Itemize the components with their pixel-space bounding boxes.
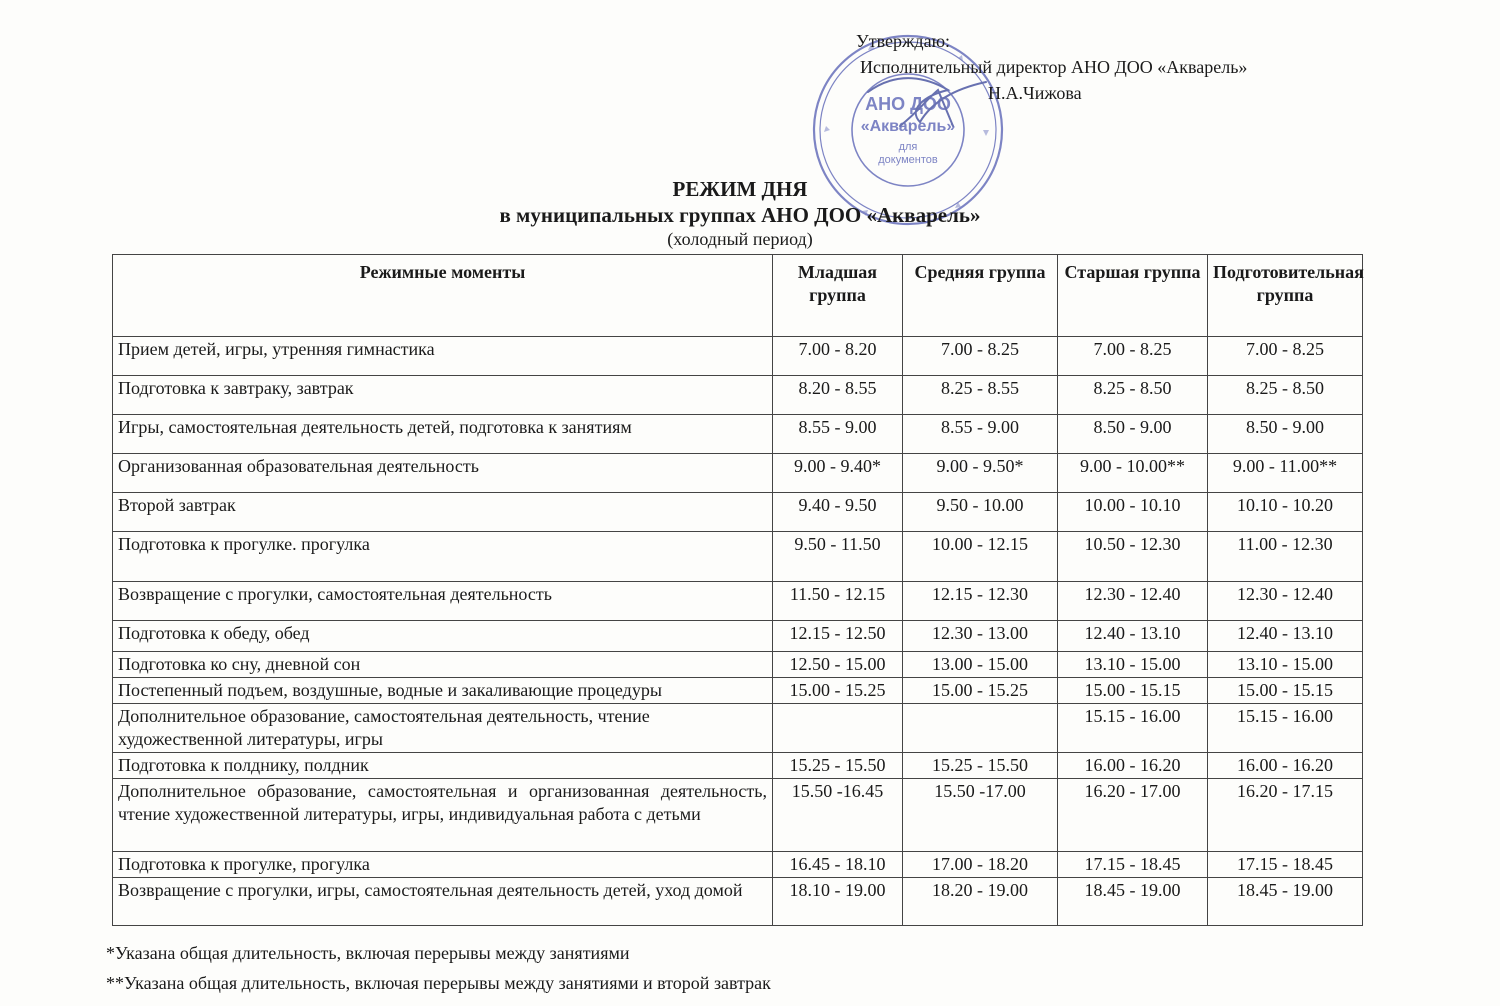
table-row <box>113 779 1363 852</box>
time-cell: 8.55 - 9.00 <box>773 415 903 454</box>
activity-cell: Прием детей, игры, утренняя гимнастика <box>113 337 773 376</box>
table-row <box>113 582 1363 621</box>
schedule-table <box>112 254 1363 926</box>
svg-text:«Акварель»: «Акварель» <box>860 118 956 135</box>
time-cell: 8.25 - 8.55 <box>903 376 1058 415</box>
activity-cell: Дополнительное образование, самостоятельная и организованная деятельность, чтение художественной литературы, игры, индивидуальная работа с детьми <box>113 779 773 852</box>
document-title-block <box>0 176 1500 250</box>
column-header-activity: Режимные моменты <box>113 255 773 337</box>
time-cell: 12.30 - 12.40 <box>1208 582 1363 621</box>
activity-cell: Возвращение с прогулки, игры, самостоятельная деятельность детей, уход домой <box>113 878 773 926</box>
time-cell: 8.25 - 8.50 <box>1208 376 1363 415</box>
time-cell: 12.15 - 12.50 <box>773 621 903 652</box>
activity-cell: Подготовка ко сну, дневной сон <box>113 652 773 678</box>
time-cell: 12.15 - 12.30 <box>903 582 1058 621</box>
time-cell: 11.50 - 12.15 <box>773 582 903 621</box>
time-cell: 10.00 - 10.10 <box>1058 493 1208 532</box>
activity-cell: Дополнительное образование, самостоятельная деятельность, чтение художественной литературы, игры <box>113 704 773 753</box>
svg-text:АНО ДОО: АНО ДОО <box>865 94 951 114</box>
column-header-middle: Средняя группа <box>903 255 1058 337</box>
time-cell: 13.10 - 15.00 <box>1208 652 1363 678</box>
time-cell: 9.00 - 9.50* <box>903 454 1058 493</box>
time-cell: 7.00 - 8.25 <box>1208 337 1363 376</box>
time-cell: 8.50 - 9.00 <box>1058 415 1208 454</box>
activity-cell: Подготовка к прогулке, прогулка <box>113 852 773 878</box>
time-cell: 18.10 - 19.00 <box>773 878 903 926</box>
time-cell: 12.40 - 13.10 <box>1208 621 1363 652</box>
time-cell <box>903 704 1058 753</box>
time-cell: 18.45 - 19.00 <box>1208 878 1363 926</box>
time-cell: 15.00 - 15.25 <box>773 678 903 704</box>
time-cell: 13.10 - 15.00 <box>1058 652 1208 678</box>
activity-cell: Подготовка к прогулке. прогулка <box>113 532 773 582</box>
time-cell: 15.25 - 15.50 <box>903 753 1058 779</box>
time-cell: 15.50 -16.45 <box>773 779 903 852</box>
table-row <box>113 878 1363 926</box>
table-row <box>113 753 1363 779</box>
activity-cell: Подготовка к полднику, полдник <box>113 753 773 779</box>
approver-position: Исполнительный директор АНО ДОО «Акварель» <box>860 57 1248 77</box>
time-cell: 12.40 - 13.10 <box>1058 621 1208 652</box>
time-cell: 18.45 - 19.00 <box>1058 878 1208 926</box>
document-period: (холодный период) <box>667 229 813 249</box>
time-cell: 15.25 - 15.50 <box>773 753 903 779</box>
column-header-preparatory: Подготовительная группа <box>1208 255 1363 337</box>
time-cell: 8.20 - 8.55 <box>773 376 903 415</box>
svg-text:для: для <box>898 141 918 153</box>
table-row <box>113 704 1363 753</box>
time-cell: 10.10 - 10.20 <box>1208 493 1363 532</box>
time-cell: 7.00 - 8.25 <box>903 337 1058 376</box>
time-cell: 9.40 - 9.50 <box>773 493 903 532</box>
svg-text:документов: документов <box>878 154 938 166</box>
column-header-junior: Младшая группа <box>773 255 903 337</box>
approval-block <box>856 28 1247 106</box>
time-cell: 9.50 - 10.00 <box>903 493 1058 532</box>
time-cell: 7.00 - 8.20 <box>773 337 903 376</box>
time-cell: 8.25 - 8.50 <box>1058 376 1208 415</box>
time-cell: 12.30 - 13.00 <box>903 621 1058 652</box>
table-row <box>113 621 1363 652</box>
table-row <box>113 678 1363 704</box>
table-row <box>113 337 1363 376</box>
time-cell: 16.00 - 16.20 <box>1058 753 1208 779</box>
time-cell: 16.45 - 18.10 <box>773 852 903 878</box>
table-header-row <box>113 255 1363 337</box>
time-cell: 13.00 - 15.00 <box>903 652 1058 678</box>
footnote-double-asterisk: **Указана общая длительность, включая перерывы между занятиями и второй завтрак <box>106 973 771 993</box>
activity-cell: Второй завтрак <box>113 493 773 532</box>
time-cell: 7.00 - 8.25 <box>1058 337 1208 376</box>
activity-cell: Игры, самостоятельная деятельность детей, подготовка к занятиям <box>113 415 773 454</box>
time-cell: 17.00 - 18.20 <box>903 852 1058 878</box>
time-cell: 9.00 - 9.40* <box>773 454 903 493</box>
activity-cell: Возвращение с прогулки, самостоятельная деятельность <box>113 582 773 621</box>
document-subtitle: в муниципальных группах АНО ДОО «Акварель» <box>499 203 981 227</box>
table-row <box>113 652 1363 678</box>
time-cell: 10.00 - 12.15 <box>903 532 1058 582</box>
time-cell: 9.50 - 11.50 <box>773 532 903 582</box>
footnotes <box>106 938 771 998</box>
table-row <box>113 415 1363 454</box>
time-cell: 16.00 - 16.20 <box>1208 753 1363 779</box>
time-cell: 9.00 - 10.00** <box>1058 454 1208 493</box>
time-cell: 8.55 - 9.00 <box>903 415 1058 454</box>
time-cell: 15.00 - 15.15 <box>1208 678 1363 704</box>
footnote-single-asterisk: *Указана общая длительность, включая перерывы между занятиями <box>106 943 630 963</box>
table-row <box>113 454 1363 493</box>
approver-name: Н.А.Чижова <box>988 83 1082 103</box>
time-cell: 16.20 - 17.00 <box>1058 779 1208 852</box>
time-cell: 15.15 - 16.00 <box>1058 704 1208 753</box>
time-cell: 8.50 - 9.00 <box>1208 415 1363 454</box>
column-header-senior: Старшая группа <box>1058 255 1208 337</box>
time-cell: 12.30 - 12.40 <box>1058 582 1208 621</box>
time-cell: 17.15 - 18.45 <box>1058 852 1208 878</box>
time-cell: 17.15 - 18.45 <box>1208 852 1363 878</box>
activity-cell: Подготовка к завтраку, завтрак <box>113 376 773 415</box>
time-cell: 11.00 - 12.30 <box>1208 532 1363 582</box>
time-cell: 9.00 - 11.00** <box>1208 454 1363 493</box>
time-cell <box>773 704 903 753</box>
table-row <box>113 852 1363 878</box>
time-cell: 15.15 - 16.00 <box>1208 704 1363 753</box>
table-row <box>113 493 1363 532</box>
time-cell: 18.20 - 19.00 <box>903 878 1058 926</box>
table-row <box>113 532 1363 582</box>
time-cell: 16.20 - 17.15 <box>1208 779 1363 852</box>
time-cell: 15.00 - 15.25 <box>903 678 1058 704</box>
table-row <box>113 376 1363 415</box>
activity-cell: Организованная образовательная деятельность <box>113 454 773 493</box>
approval-label: Утверждаю: <box>856 31 951 51</box>
time-cell: 10.50 - 12.30 <box>1058 532 1208 582</box>
schedule-body <box>113 337 1363 926</box>
time-cell: 12.50 - 15.00 <box>773 652 903 678</box>
time-cell: 15.50 -17.00 <box>903 779 1058 852</box>
activity-cell: Постепенный подъем, воздушные, водные и закаливающие процедуры <box>113 678 773 704</box>
time-cell: 15.00 - 15.15 <box>1058 678 1208 704</box>
activity-cell: Подготовка к обеду, обед <box>113 621 773 652</box>
document-title: РЕЖИМ ДНЯ <box>672 177 808 201</box>
